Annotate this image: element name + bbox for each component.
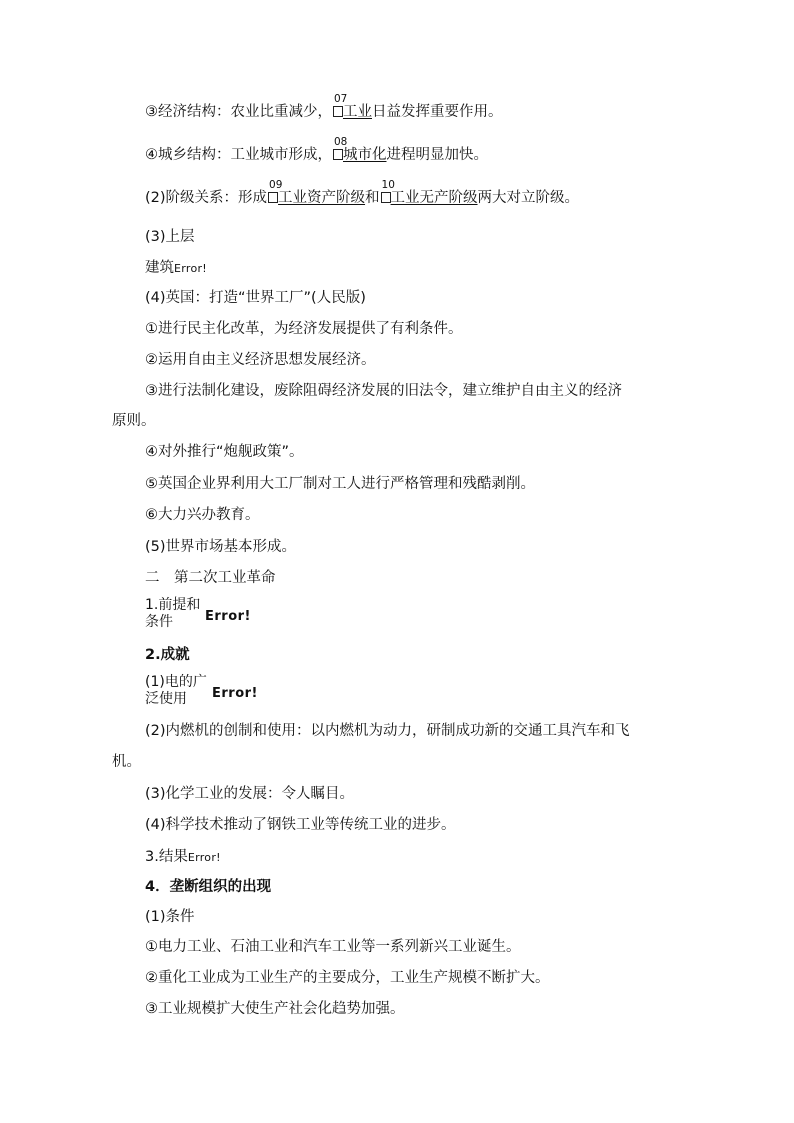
list-item: ④对外推行“炮舰政策”。 (145, 444, 304, 460)
result-line (145, 847, 221, 868)
line-text: ③经济结构：农业比重减少， (145, 104, 332, 120)
fill-answer: 工业无产阶级 (390, 190, 478, 206)
line-text: 3.结果 (145, 849, 188, 865)
error-marker: Error! (212, 686, 258, 701)
list-item: ③工业规模扩大使生产社会化趋势加强。 (145, 1001, 405, 1017)
line-text: 两大对立阶级。 (477, 190, 580, 206)
superstructure-cont-line (145, 258, 207, 279)
error-marker: Error! (174, 262, 208, 275)
blank-number: 08 (334, 136, 348, 148)
electricity-label-cont: 泛使用 (145, 691, 187, 707)
superstructure-line: (3)上层 (145, 229, 195, 245)
achievements-heading: 2.成就 (145, 647, 190, 663)
blank-box-icon (333, 136, 348, 160)
class-relations-line (145, 179, 580, 208)
blank-box-icon (381, 179, 395, 203)
premise-label-cont: 条件 (145, 614, 173, 630)
premise-label: 1.前提和 (145, 597, 201, 613)
line-text: 日益发挥重要作用。 (372, 104, 503, 120)
line-text: (2)阶级关系：形成 (145, 190, 268, 206)
blank-box-icon (333, 93, 348, 117)
electricity-label: (1)电的广 (145, 674, 207, 690)
conditions-heading: (1)条件 (145, 909, 195, 925)
list-item: ⑤英国企业界利用大工厂制对工人进行严格管理和残酷剥削。 (145, 476, 535, 492)
line-text: ④城乡结构：工业城市形成， (145, 147, 332, 163)
britain-heading: (4)英国：打造“世界工厂”(人民版) (145, 290, 366, 306)
economic-structure-line (145, 93, 503, 122)
list-item: ①进行民主化改革，为经济发展提供了有利条件。 (145, 321, 463, 337)
monopoly-heading: 4．垄断组织的出现 (145, 879, 272, 895)
blank-box-icon (268, 179, 283, 203)
list-item: (5)世界市场基本形成。 (145, 539, 297, 555)
list-item: (3)化学工业的发展：令人瞩目。 (145, 786, 355, 802)
section-heading: 二 第二次工业革命 (145, 570, 276, 586)
list-item: (2)内燃机的创制和使用：以内燃机为动力，研制成功新的交通工具汽车和飞 (145, 723, 630, 739)
blank-number: 07 (334, 93, 348, 105)
line-text: 和 (365, 190, 380, 206)
list-item: ⑥大力兴办教育。 (145, 507, 260, 523)
line-text: 建筑 (145, 260, 174, 276)
list-item: ①电力工业、石油工业和汽车工业等一系列新兴工业诞生。 (145, 939, 521, 955)
error-marker: Error! (205, 609, 251, 624)
fill-answer: 城市化 (343, 147, 387, 163)
list-item-continuation: 原则。 (112, 413, 156, 429)
blank-number: 10 (381, 179, 395, 191)
list-item: ③进行法制化建设，废除阻碍经济发展的旧法令，建立维护自由主义的经济 (145, 383, 622, 399)
list-item: ②重化工业成为工业生产的主要成分，工业生产规模不断扩大。 (145, 970, 550, 986)
error-marker: Error! (187, 851, 221, 864)
blank-number: 09 (269, 179, 283, 191)
urban-rural-line (145, 136, 488, 165)
list-item: (4)科学技术推动了钢铁工业等传统工业的进步。 (145, 817, 456, 833)
fill-answer: 工业资产阶级 (278, 190, 366, 206)
line-text: 进程明显加快。 (386, 147, 488, 163)
list-item-continuation: 机。 (112, 754, 141, 770)
fill-answer: 工业 (343, 104, 372, 120)
list-item: ②运用自由主义经济思想发展经济。 (145, 352, 376, 368)
